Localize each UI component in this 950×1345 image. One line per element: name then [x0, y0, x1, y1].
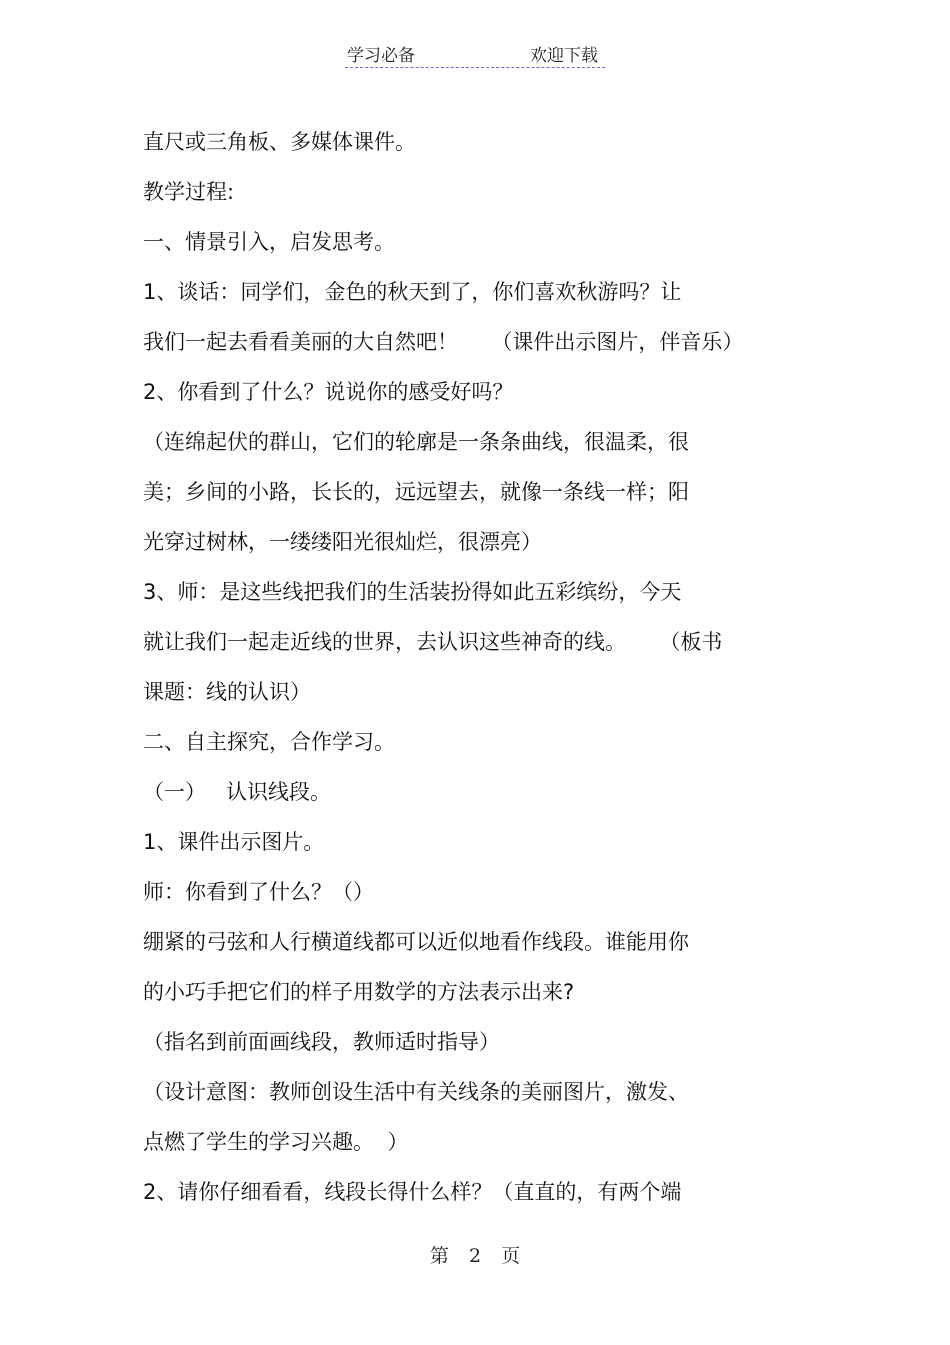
text-line: 3、师：是这些线把我们的生活装扮得如此五彩缤纷，今天	[143, 580, 682, 604]
text-line: （连绵起伏的群山，它们的轮廓是一条条曲线，很温柔，很	[143, 430, 689, 454]
footer-suffix: 页	[501, 1245, 521, 1267]
text-line: 的小巧手把它们的样子用数学的方法表示出来?	[143, 980, 575, 1004]
text-line: 我们一起去看看美丽的大自然吧！ （课件出示图片，伴音乐）	[143, 330, 744, 354]
header-left-text: 学习必备	[347, 46, 415, 66]
text-line: （设计意图：教师创设生活中有关线条的美丽图片，激发、	[143, 1080, 689, 1104]
text-line: 绷紧的弓弦和人行横道线都可以近似地看作线段。谁能用你	[143, 930, 689, 954]
text-line: 1、课件出示图片。	[143, 830, 325, 854]
text-line: 就让我们一起走近线的世界，去认识这些神奇的线。 （板书	[143, 630, 723, 654]
text-line: 师：你看到了什么？（）	[143, 880, 374, 904]
text-line: 2、你看到了什么？说说你的感受好吗？	[143, 380, 514, 404]
text-line: 美；乡间的小路，长长的，远远望去，就像一条线一样；阳	[143, 480, 689, 504]
text-line: 课题：线的认识）	[143, 680, 311, 704]
text-line: 一、情景引入，启发思考。	[143, 230, 395, 254]
subsection-heading: （一） 认识线段。	[143, 780, 332, 804]
text-line: （指名到前面画线段，教师适时指导）	[143, 1030, 500, 1054]
text-line: 1、谈话：同学们，金色的秋天到了，你们喜欢秋游吗？让	[143, 280, 682, 304]
section-heading: 二、自主探究，合作学习。	[143, 730, 395, 754]
page-number: 2	[468, 1245, 482, 1267]
header-right-text: 欢迎下载	[530, 46, 598, 66]
text-line: 光穿过树林，一缕缕阳光很灿烂，很漂亮）	[143, 530, 542, 554]
text-line: 直尺或三角板、多媒体课件。	[143, 130, 416, 154]
footer-prefix: 第	[429, 1245, 449, 1267]
text-line: 2、请你仔细看看，线段长得什么样？（直直的，有两个端	[143, 1180, 682, 1204]
text-line: 点燃了学生的学习兴趣。 ）	[143, 1130, 409, 1154]
text-line: 教学过程:	[143, 180, 235, 204]
page-footer	[0, 1241, 950, 1268]
